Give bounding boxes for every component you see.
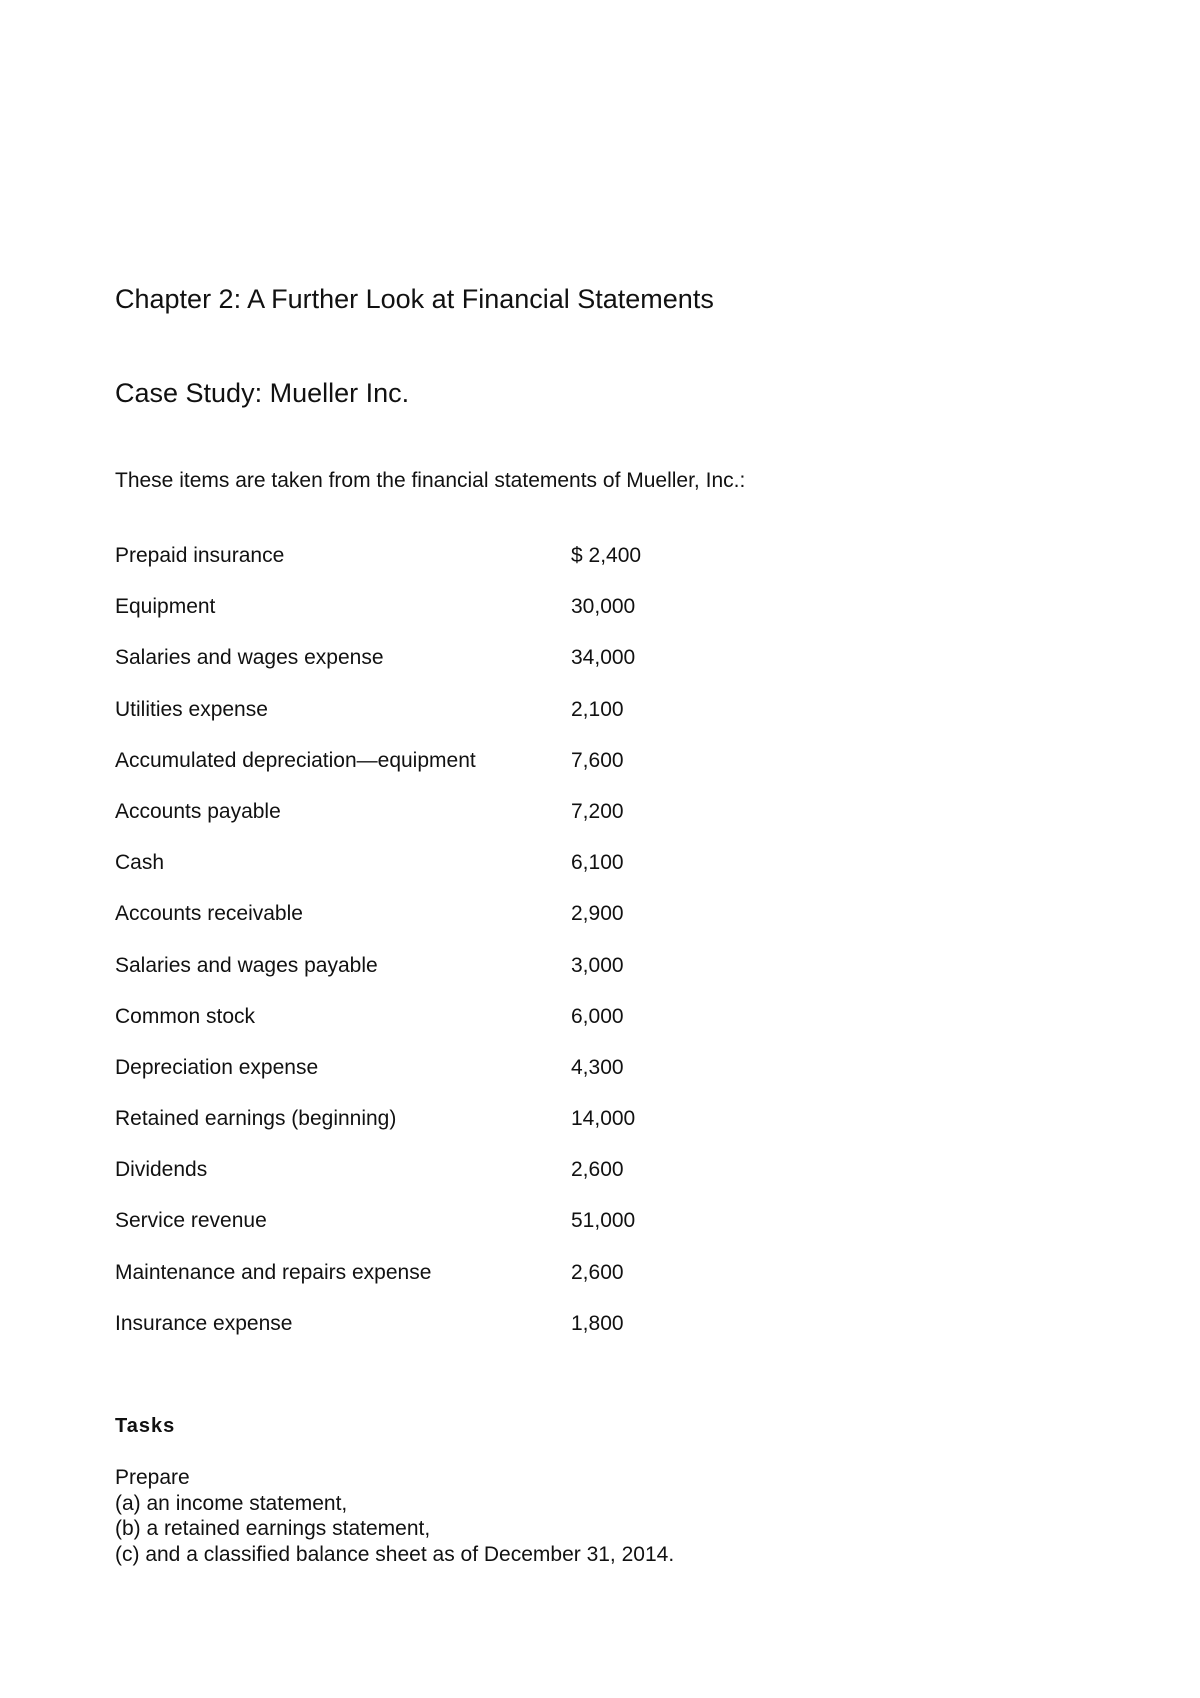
intro-text: These items are taken from the financial statements of Mueller, Inc.:: [115, 469, 746, 492]
financial-item-row: [115, 543, 815, 594]
item-amount: 34,000: [571, 646, 636, 670]
case-study-title: Case Study: Mueller Inc.: [115, 378, 410, 408]
item-amount: 4,300: [571, 1055, 624, 1079]
item-amount: 14,000: [571, 1107, 636, 1131]
item-label: Prepaid insurance: [115, 544, 285, 567]
item-amount: 1,800: [571, 1311, 624, 1335]
item-label: Insurance expense: [115, 1311, 293, 1335]
financial-item-row: [115, 645, 815, 696]
financial-item-row: [115, 953, 815, 1004]
item-label: Equipment: [115, 595, 216, 619]
financial-item-row: [115, 1004, 815, 1055]
tasks-list: [115, 1465, 674, 1567]
item-label: Salaries and wages expense: [115, 646, 384, 670]
chapter-title: Chapter 2: A Further Look at Financial Statements: [115, 284, 714, 314]
item-amount: $ 2,400: [571, 544, 642, 567]
item-amount: 2,600: [571, 1260, 624, 1284]
item-label: Retained earnings (beginning): [115, 1107, 397, 1131]
financial-item-row: [115, 1106, 815, 1157]
financial-item-row: [115, 697, 815, 748]
tasks-intro-line: Prepare: [115, 1466, 190, 1489]
task-item: (b) a retained earnings statement,: [115, 1517, 431, 1540]
tasks-heading: Tasks: [115, 1415, 176, 1437]
item-label: Salaries and wages payable: [115, 953, 378, 977]
task-item: (c) and a classified balance sheet as of December 31, 2014.: [115, 1542, 675, 1566]
financial-item-row: [115, 850, 815, 901]
item-label: Utilities expense: [115, 697, 268, 721]
financial-item-row: [115, 799, 815, 850]
item-amount: 6,000: [571, 1004, 624, 1028]
financial-item-row: [115, 1260, 815, 1311]
financial-items-list: [115, 543, 815, 1362]
item-label: Accounts receivable: [115, 902, 303, 926]
financial-item-row: [115, 748, 815, 799]
item-amount: 51,000: [571, 1209, 636, 1233]
item-label: Depreciation expense: [115, 1055, 319, 1079]
item-amount: 3,000: [571, 953, 624, 977]
financial-item-row: [115, 1311, 815, 1362]
item-label: Accumulated depreciation—equipment: [115, 748, 476, 772]
item-label: Dividends: [115, 1158, 208, 1182]
item-label: Service revenue: [115, 1209, 267, 1233]
task-item: (a) an income statement,: [115, 1491, 348, 1515]
financial-item-row: [115, 1055, 815, 1106]
item-amount: 7,600: [571, 748, 624, 772]
financial-item-row: [115, 1208, 815, 1259]
financial-item-row: [115, 594, 815, 645]
financial-item-row: [115, 901, 815, 952]
item-amount: 2,600: [571, 1158, 624, 1182]
item-label: Common stock: [115, 1004, 256, 1028]
item-amount: 6,100: [571, 851, 624, 875]
item-amount: 2,100: [571, 697, 624, 721]
financial-item-row: [115, 1157, 815, 1208]
item-amount: 7,200: [571, 799, 624, 823]
item-label: Cash: [115, 851, 165, 875]
item-amount: 30,000: [571, 595, 636, 619]
item-amount: 2,900: [571, 902, 624, 926]
item-label: Accounts payable: [115, 799, 281, 823]
item-label: Maintenance and repairs expense: [115, 1260, 432, 1284]
